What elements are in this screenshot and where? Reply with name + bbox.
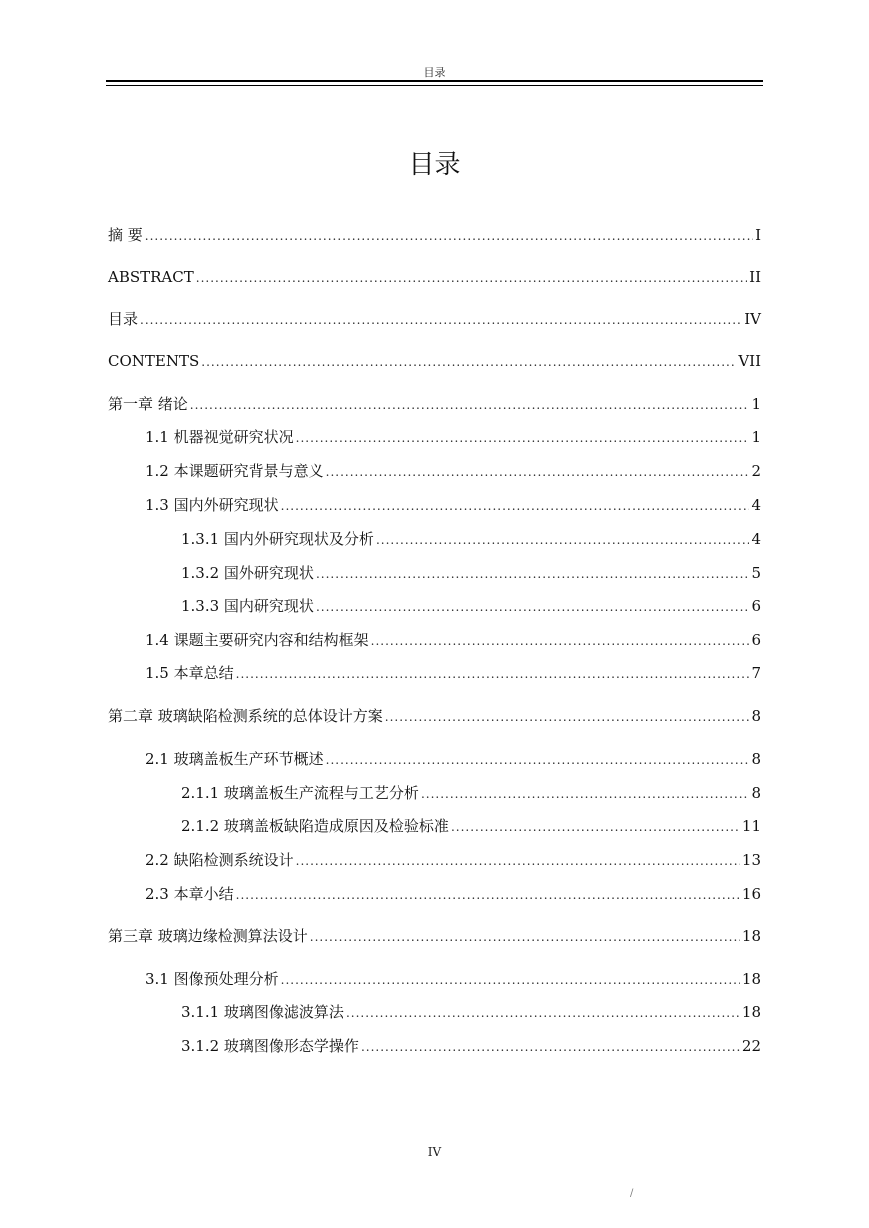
- toc-entry[interactable]: [108, 224, 761, 246]
- toc-leader-dots: [376, 529, 750, 551]
- toc-entry-page: 16: [741, 885, 761, 903]
- toc-leader-dots: [385, 706, 750, 728]
- toc-entry-label: 3.1.2 玻璃图像形态学操作: [181, 1037, 359, 1055]
- toc-entry-page: 6: [751, 597, 761, 615]
- toc-leader-dots: [140, 309, 742, 331]
- toc-entry-label: 2.3 本章小结: [145, 885, 234, 903]
- toc-entry[interactable]: [145, 883, 761, 905]
- toc-entry-label: 1.4 课题主要研究内容和结构框架: [145, 631, 369, 649]
- toc-entry-page: 4: [751, 496, 761, 514]
- toc-entry-page: 7: [751, 664, 761, 682]
- toc-entry-label: 1.3.3 国内研究现状: [181, 597, 314, 615]
- toc-entry[interactable]: [108, 705, 761, 727]
- toc-entry-page: 22: [741, 1037, 761, 1055]
- toc-leader-dots: [451, 816, 740, 838]
- toc-entry-page: I: [755, 226, 761, 244]
- toc-entry-page: 1: [751, 428, 761, 446]
- toc-entry-label: 2.1.2 玻璃盖板缺陷造成原因及检验标准: [181, 817, 449, 835]
- toc-entry-page: II: [749, 268, 761, 286]
- toc-entry-page: 6: [751, 631, 761, 649]
- toc-leader-dots: [371, 630, 750, 652]
- toc-leader-dots: [201, 351, 736, 373]
- running-header: 目录: [423, 66, 446, 79]
- toc-entry[interactable]: [181, 595, 761, 617]
- toc-leader-dots: [326, 461, 750, 483]
- toc-entry[interactable]: [145, 849, 761, 871]
- toc-entry-page: VII: [738, 352, 761, 370]
- toc-entry[interactable]: [108, 266, 761, 288]
- toc-entry-page: 5: [751, 564, 761, 582]
- toc-entry[interactable]: [181, 1035, 761, 1057]
- toc-entry-label: 1.3.1 国内外研究现状及分析: [181, 530, 374, 548]
- toc-entry[interactable]: [145, 494, 761, 516]
- toc-entry[interactable]: [145, 426, 761, 448]
- toc-leader-dots: [281, 969, 740, 991]
- page-number: IV: [427, 1145, 442, 1159]
- toc-entry-page: 18: [741, 927, 761, 945]
- toc-leader-dots: [316, 596, 750, 618]
- page-title: 目录: [408, 150, 461, 180]
- toc-entry-page: 8: [751, 784, 761, 802]
- toc-entry-label: 1.2 本课题研究背景与意义: [145, 462, 324, 480]
- toc-leader-dots: [236, 884, 740, 906]
- toc-entry-label: 摘 要: [108, 226, 143, 244]
- toc-entry-page: 1: [751, 395, 761, 413]
- toc-entry[interactable]: [181, 1001, 761, 1023]
- toc-entry[interactable]: [145, 662, 761, 684]
- toc-entry-label: 3.1 图像预处理分析: [145, 970, 279, 988]
- toc-leader-dots: [421, 783, 750, 805]
- toc-entry[interactable]: [181, 815, 761, 837]
- toc-entry[interactable]: [108, 308, 761, 330]
- toc-entry-label: ABSTRACT: [108, 268, 194, 286]
- toc-entry-label: 1.5 本章总结: [145, 664, 234, 682]
- toc-entry-label: 3.1.1 玻璃图像滤波算法: [181, 1003, 344, 1021]
- toc-entry-page: 8: [751, 750, 761, 768]
- toc-leader-dots: [316, 563, 750, 585]
- toc-leader-dots: [196, 267, 747, 289]
- toc-leader-dots: [310, 926, 740, 948]
- toc-leader-dots: [281, 495, 750, 517]
- toc-entry-page: 13: [741, 851, 761, 869]
- toc-entry[interactable]: [181, 782, 761, 804]
- toc-entry-label: CONTENTS: [108, 352, 200, 370]
- toc-entry[interactable]: [145, 629, 761, 651]
- toc-entry-page: 11: [741, 817, 761, 835]
- toc-leader-dots: [190, 394, 750, 416]
- toc-entry-page: 18: [741, 970, 761, 988]
- toc-entry-label: 1.3.2 国外研究现状: [181, 564, 314, 582]
- toc-entry[interactable]: [181, 528, 761, 550]
- toc-leader-dots: [346, 1002, 740, 1024]
- toc-entry-page: 8: [751, 707, 761, 725]
- toc-entry[interactable]: [108, 393, 761, 415]
- toc-leader-dots: [145, 225, 753, 247]
- toc-entry-label: 2.1 玻璃盖板生产环节概述: [145, 750, 324, 768]
- toc-leader-dots: [361, 1036, 740, 1058]
- toc-entry-label: 第一章 绪论: [108, 395, 188, 413]
- toc-entry-page: 18: [741, 1003, 761, 1021]
- toc-leader-dots: [296, 850, 740, 872]
- corner-mark: /: [630, 1188, 634, 1199]
- toc-entry-label: 1.3 国内外研究现状: [145, 496, 279, 514]
- toc-leader-dots: [326, 749, 750, 771]
- toc-entry-page: 2: [751, 462, 761, 480]
- toc-entry[interactable]: [108, 350, 761, 372]
- toc-leader-dots: [296, 427, 750, 449]
- toc-entry[interactable]: [181, 562, 761, 584]
- toc-entry-label: 目录: [108, 310, 139, 328]
- toc-entry[interactable]: [145, 460, 761, 482]
- toc-leader-dots: [236, 663, 750, 685]
- toc-entry[interactable]: [145, 968, 761, 990]
- toc-entry-label: 第二章 玻璃缺陷检测系统的总体设计方案: [108, 707, 383, 725]
- toc-entry[interactable]: [145, 748, 761, 770]
- toc-entry-label: 2.1.1 玻璃盖板生产流程与工艺分析: [181, 784, 419, 802]
- toc-entry-label: 1.1 机器视觉研究状况: [145, 428, 294, 446]
- toc-entry[interactable]: [108, 925, 761, 947]
- toc-entry-page: IV: [744, 310, 761, 328]
- toc-entry-label: 第三章 玻璃边缘检测算法设计: [108, 927, 308, 945]
- toc-entry-label: 2.2 缺陷检测系统设计: [145, 851, 294, 869]
- toc-entry-page: 4: [751, 530, 761, 548]
